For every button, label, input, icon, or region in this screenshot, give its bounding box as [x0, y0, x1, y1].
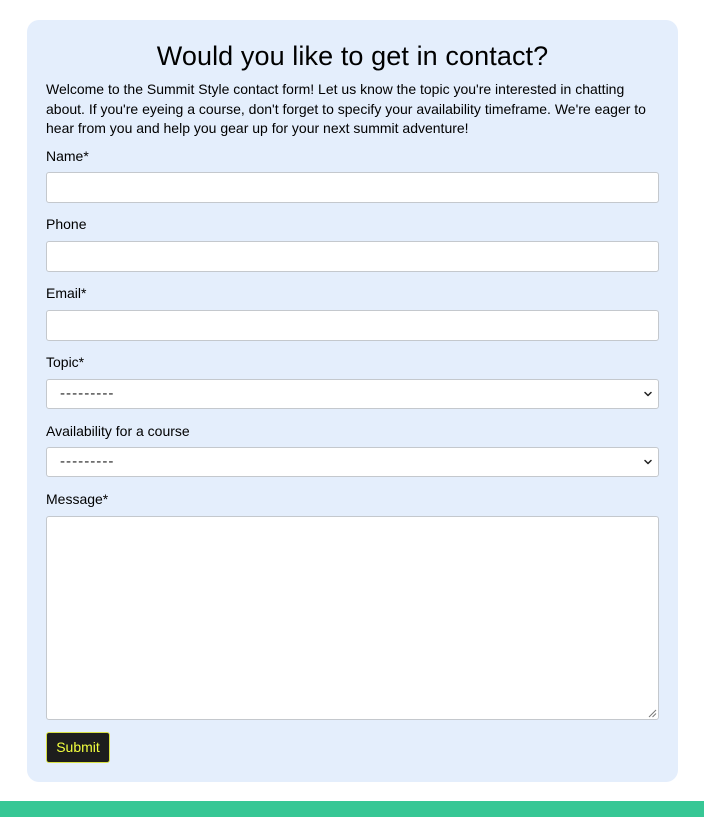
availability-label: Availability for a course — [46, 423, 190, 439]
resize-handle-icon[interactable] — [648, 709, 657, 718]
page-title: Would you like to get in contact? — [156, 41, 549, 71]
availability-select[interactable] — [46, 447, 659, 477]
email-input[interactable] — [46, 310, 659, 341]
phone-label: Phone — [46, 216, 87, 232]
topic-select[interactable] — [46, 379, 659, 409]
topic-selected-value: --------- — [60, 386, 115, 402]
footer-accent-bar — [0, 801, 704, 817]
email-label: Email* — [46, 285, 87, 301]
chevron-down-icon — [644, 458, 652, 466]
form-intro-text: Welcome to the Summit Style contact form! Let us know the topic you're interested in chatting about. If you're eyeing a course, don't forget to specify your availability timeframe. We're eager to hear from you and help you gear up for your next summit adventure! — [46, 81, 646, 136]
submit-button[interactable]: Submit — [46, 732, 110, 763]
availability-selected-value: --------- — [60, 454, 115, 470]
name-label: Name* — [46, 148, 89, 164]
name-input[interactable] — [46, 172, 659, 203]
message-textarea[interactable] — [46, 516, 659, 720]
contact-form-card — [27, 20, 678, 782]
phone-input[interactable] — [46, 241, 659, 272]
topic-label: Topic* — [46, 354, 85, 370]
message-label: Message* — [46, 491, 109, 507]
chevron-down-icon — [644, 390, 652, 398]
